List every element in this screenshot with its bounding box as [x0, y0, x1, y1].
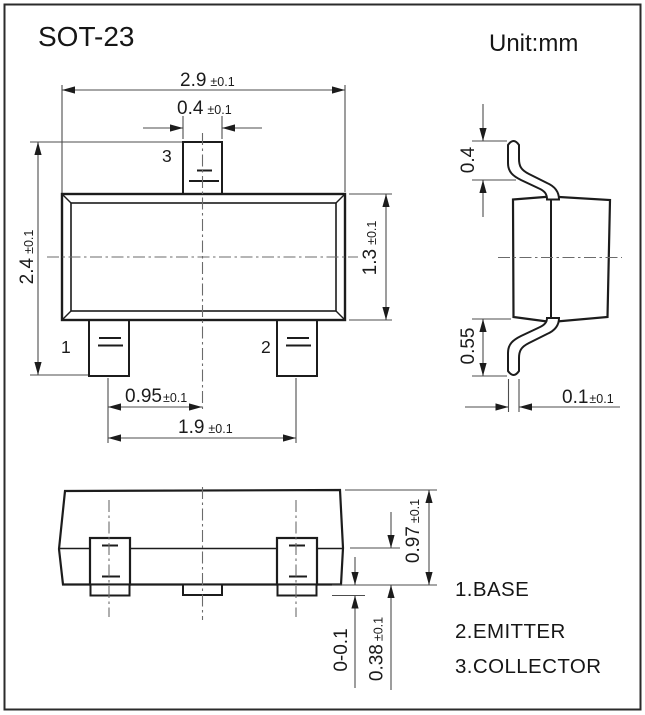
- dim-lead-top-label: 0.4: [458, 146, 479, 174]
- pin-legend: [455, 578, 601, 678]
- dim-lead-thickness-label: 0.1±0.1: [562, 387, 614, 408]
- side-view: [458, 104, 622, 412]
- pin3-number: 3: [162, 146, 172, 166]
- dim-tab-width: [143, 98, 262, 139]
- dim-pin-offset-label: 0.95±0.1: [125, 386, 188, 407]
- dim-pkg-height-label: 0.97±0.1: [403, 498, 424, 564]
- side-lead-bottom: [508, 318, 559, 375]
- front-view: [59, 487, 437, 690]
- legend-base: 1.BASE: [455, 578, 530, 601]
- pin2-lead: [277, 318, 317, 376]
- page-title: SOT-23: [38, 21, 135, 52]
- dim-pkg-height: [403, 490, 433, 585]
- front-lead1: [90, 538, 130, 596]
- side-body: [513, 197, 610, 323]
- dim-lead-shoulder-label: 0.38±0.1: [366, 616, 388, 682]
- legend-collector: 3.COLLECTOR: [455, 655, 602, 678]
- dim-lead-bottom-label: 0.55: [458, 327, 479, 365]
- dim-standoff-label: 0-0.1: [331, 628, 352, 672]
- dim-lead-bottom: [458, 319, 511, 376]
- dim-lead-shoulder: [367, 512, 395, 690]
- pin2-number: 2: [261, 337, 271, 357]
- front-lead2: [277, 538, 317, 596]
- side-lead-top: [508, 141, 559, 200]
- unit-label: Unit:mm: [489, 30, 579, 57]
- pin1-number: 1: [61, 337, 71, 357]
- dim-pin-span-label: 1.9 ±0.1: [178, 417, 233, 438]
- dim-tab-width-label: 0.4 ±0.1: [177, 98, 232, 119]
- dim-body-length-label: 1.3±0.1: [360, 220, 381, 276]
- legend-emitter: 2.EMITTER: [455, 620, 566, 643]
- pin1-lead: [89, 318, 129, 376]
- dim-overall-length-label: 2.4±0.1: [17, 229, 38, 285]
- top-view: [17, 70, 392, 443]
- dim-lead-thickness: [465, 379, 620, 412]
- dim-body-width-label: 2.9 ±0.1: [180, 70, 235, 91]
